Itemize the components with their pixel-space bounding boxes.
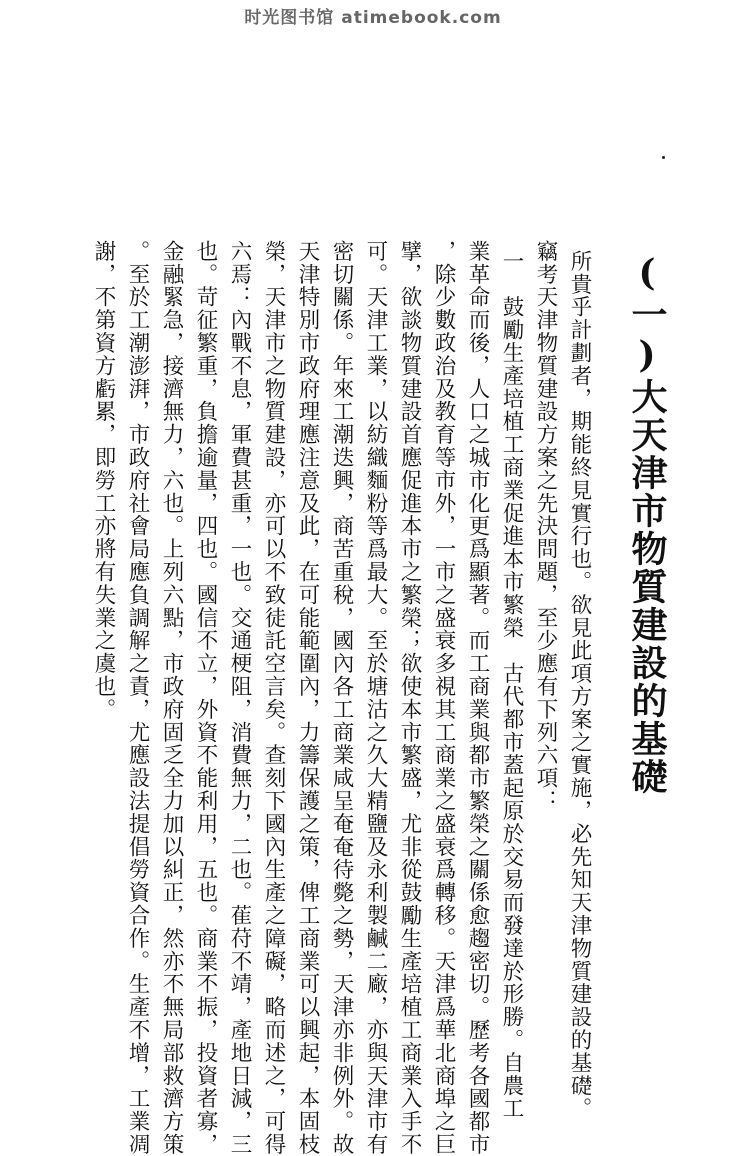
- text-column: 密切關係。年來工潮迭興，商苦重稅，國內各工商業咸呈奄奄待斃之勢，天津亦非例外。故: [329, 240, 354, 1156]
- text-column: 業革命而後，人口之城市化更爲顯著。而工商業與都市繁榮之關係愈趨密切。歷考各國都市: [465, 240, 490, 1156]
- text-column: ，除少數政治及教育等市外，一市之盛衰多視其工商業之盛衰爲轉移。天津爲華北商埠之巨: [431, 240, 456, 1156]
- text-column: 榮，天津市之物質建設，亦可以不致徒託空言矣。查刻下國內生產之障礙，略而述之，可得: [261, 240, 286, 1156]
- text-column: 一 鼓勵生產培植工商業促進本市繁榮 古代都市蓋起原於交易而發達於形勝。自農工: [499, 250, 524, 1121]
- text-column: 六焉：內戰不息，軍費甚重，一也。交通梗阻，消費無力，二也。萑苻不靖，產地日減，三: [227, 240, 252, 1156]
- text-column: 可。天津工業，以紡織麵粉等爲最大。至於塘沽之久大精鹽及永利製鹹二廠，亦與天津市有: [363, 240, 388, 1156]
- text-column: 。至於工潮澎湃，市政府社會局應負調解之責，尤應設法提倡勞資合作。生產不增，工業凋: [125, 240, 150, 1156]
- speck: [662, 156, 665, 159]
- text-column: 所貴乎計劃者，期能終見實行也。欲見此項方案之實施，必先知天津物質建設的基礎。: [567, 250, 592, 1121]
- text-column: 擘，欲談物質建設首應促進本市之繁榮；欲使本市繁盛，尤非從鼓勵生產培植工商業入手不: [397, 240, 422, 1156]
- text-column: 也。苛征繁重，負擔逾量，四也。國信不立，外資不能利用，五也。商業不振，投資者寡，: [193, 240, 218, 1156]
- text-column: 竊考天津物質建設方案之先決問題，至少應有下列六項：: [533, 240, 558, 813]
- watermark: 时光图书馆 atimebook.com: [244, 8, 502, 28]
- text-column: 金融緊急，接濟無力，六也。上列六點，市政府固乏全力加以糾正，然亦不無局部救濟方策: [159, 240, 184, 1156]
- text-column: 謝，不第資方虧累，即勞工亦將有失業之虞也。: [91, 240, 116, 721]
- text-column: 天津特別市政府理應注意及此，在可能範圍內，力籌保護之策，俾工商業可以興起，本固枝: [295, 240, 320, 1156]
- document-page: [90, 240, 668, 1156]
- section-heading: (一)大天津市物質建設的基礎: [626, 252, 668, 796]
